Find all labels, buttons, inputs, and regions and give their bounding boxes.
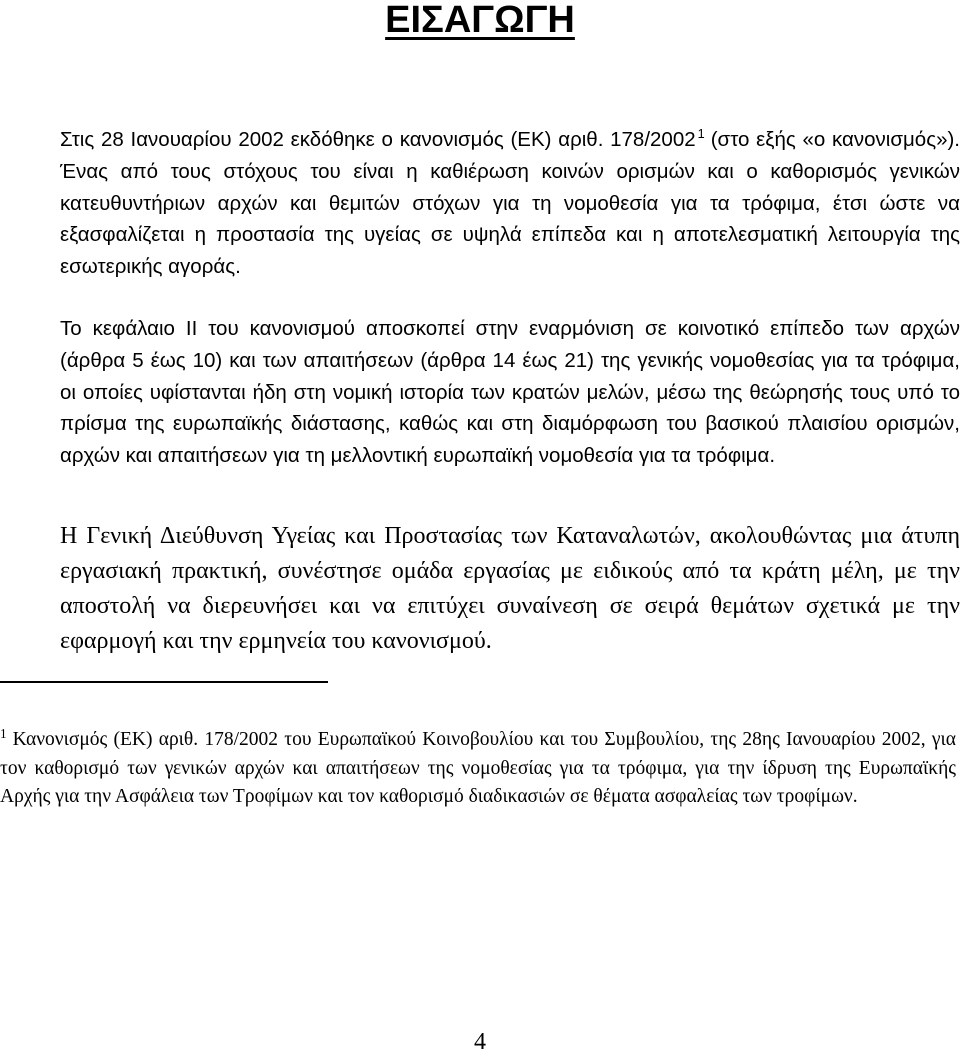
paragraph-chapter-two: Το κεφάλαιο ΙΙ του κανονισμού αποσκοπεί στην εναρμόνιση σε κοινοτικό επίπεδο των αρχών (άρθρα 5 έως 10) και των απαιτήσεων (άρθρα 14 έως 21) της γενικής νομοθεσίας για τα τρόφιμα, οι οποίες υφίστανται ήδη στη νομική ιστορία των κρατών μελών, μέσω της θεώρησής τους υπό το πρίσμα της ευρωπαϊκής διάστασης, καθώς και στη διαμόρφωση του βασικού πλαισίου ορισμών, αρχών και απαιτήσεων για τη μελλοντική ευρωπαϊκή νομοθεσία για τα τρόφιμα.	[60, 317, 960, 468]
footnote	[0, 726, 956, 812]
page-number: 4	[474, 1029, 486, 1055]
footnote-separator	[0, 681, 328, 683]
paragraph-intro	[60, 124, 960, 283]
page-title: ΕΙΣΑΓΩΓΗ	[385, 0, 575, 41]
paragraph-directorate: Η Γενική Διεύθυνση Υγείας και Προστασίας των Καταναλωτών, ακολουθώντας μια άτυπη εργασιακή πρακτική, συνέστησε ομάδα εργασίας με ειδικούς από τα κράτη μέλη, με την αποστολή να διερευνήσει και να επιτύχει συναίνεση σε σειρά θεμάτων σχετικά με την εφαρμογή και την ερμηνεία του κανονισμού.	[60, 523, 960, 654]
paragraph-intro-text-end: (στο εξής «ο κανονισμός»). Ένας από τους στόχους του είναι η καθιέρωση κοινών ορισμών και ο καθορισμός γενικών κατευθυντήριων αρχών και θεμιτών στόχων για τη νομοθεσία για τα τρόφιμα, έτσι ώστε να εξασφαλίζεται η προστασία της υγείας σε υψηλά επίπεδα και η αποτελεσματική λειτουργία της εσωτερικής αγοράς.	[60, 128, 960, 279]
footnote-mark: 1	[0, 725, 7, 741]
footnote-text: Κανονισμός (ΕΚ) αριθ. 178/2002 του Ευρωπαϊκού Κοινοβουλίου και του Συμβουλίου, της 28ης Ιανουαρίου 2002, για τον καθορισμό των γενικών αρχών και απαιτήσεων της νομοθεσίας για τα τρόφιμα, για την ίδρυση της Ευρωπαϊκής Αρχής για την Ασφάλεια των Τροφίμων και τον καθορισμό διαδικασιών σε θέματα ασφαλείας των τροφίμων.	[0, 729, 956, 807]
footnote-reference: 1	[697, 126, 705, 142]
paragraph-intro-text-start: Στις 28 Ιανουαρίου 2002 εκδόθηκε ο κανονισμός (ΕΚ) αριθ. 178/2002	[60, 128, 696, 151]
